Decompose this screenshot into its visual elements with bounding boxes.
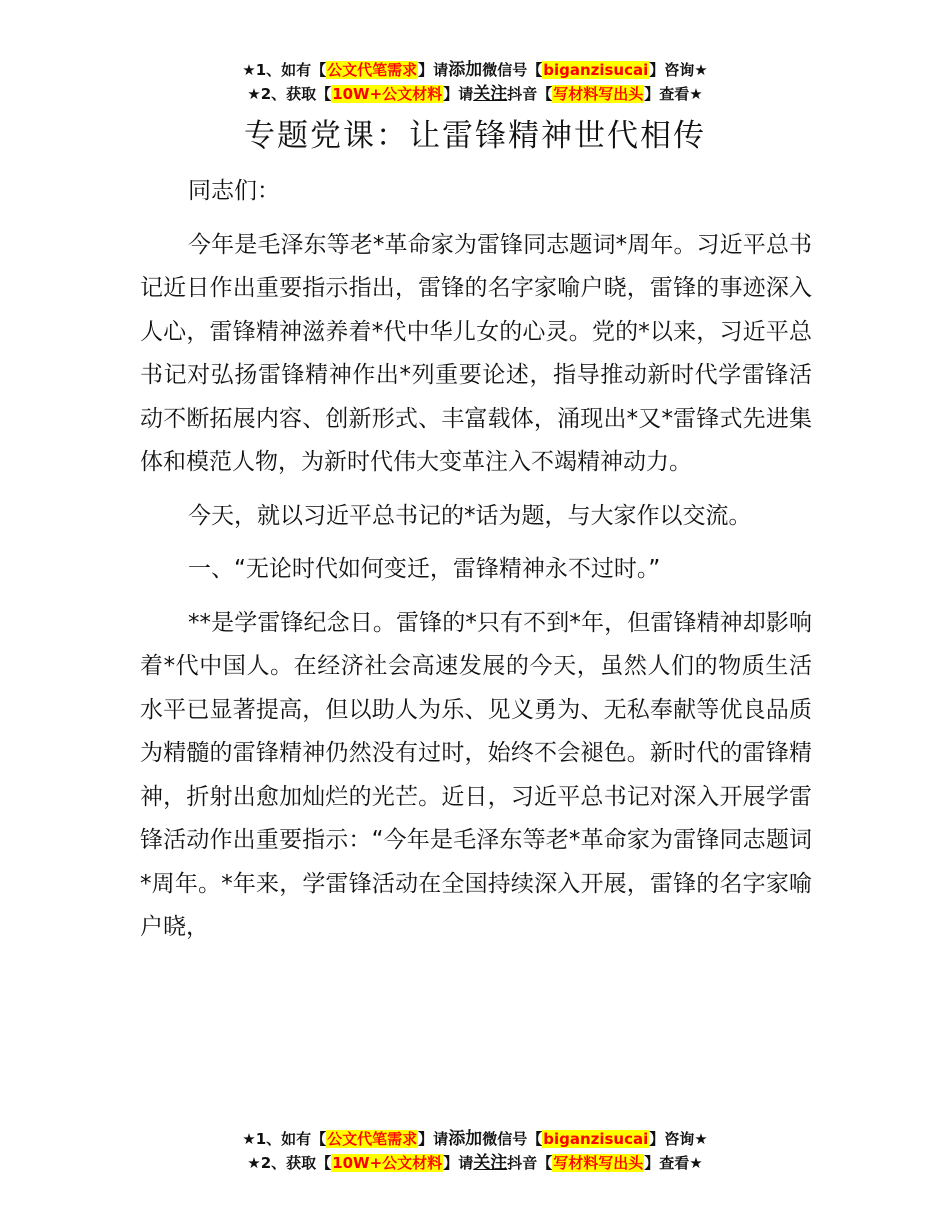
promo-text: 抖音【 [507,1154,553,1172]
promo-text: 微信号【 [482,61,543,79]
promo-highlight: 写材料写出头 [553,1154,644,1172]
promo-text: 】咨询★ [649,61,708,79]
promo-emphasis: 添加 [448,60,483,80]
promo-highlight: 10W+公文材料 [332,85,443,103]
promo-emphasis: 添加 [448,1129,483,1149]
promo-line-2 [0,82,950,106]
promo-text: 】咨询★ [649,1130,708,1148]
promo-text: 】请 [418,1130,449,1148]
promo-text: 】请 [443,85,474,103]
paragraph: 同志们： [188,178,280,204]
promo-highlight: 公文代笔需求 [327,1130,418,1148]
promo-emphasis: 关注 [473,84,508,104]
promo-line-1 [0,1127,950,1151]
section-heading: 一、“无论时代如何变迁，雷锋精神永不过时。” [188,556,661,582]
promo-text: 微信号【 [482,1130,543,1148]
document-title: 专题党课：让雷锋精神世代相传 [244,118,706,154]
promo-text: 抖音【 [507,85,553,103]
document-body [140,170,812,960]
promo-emphasis: 关注 [473,1153,508,1173]
promo-text: ★1、如有【 [242,1130,327,1148]
promo-highlight: 公文代笔需求 [327,61,418,79]
promo-text: ★2、获取【 [247,1154,332,1172]
promo-line-1 [0,58,950,82]
promo-footer [0,1127,950,1175]
promo-header [0,58,950,106]
promo-highlight: biganzisucai [543,61,649,79]
promo-text: 】请 [418,61,449,79]
paragraph: 今年是毛泽东等老*革命家为雷锋同志题词*周年。习近平总书记近日作出重要指示指出，雷锋的名字家喻户晓，雷锋的事迹深入人心，雷锋精神滋养着*代中华儿女的心灵。党的*以来，习近平总书记对弘扬雷锋精神作出*列重要论述，指导推动新时代学雷锋活动不断拓展内容、创新形式、丰富载体，涌现出*又*雷锋式先进集体和模范人物，为新时代伟大变革注入不竭精神动力。 [140,231,813,475]
promo-line-2 [0,1151,950,1175]
promo-text: 】查看★ [644,85,703,103]
promo-highlight: 写材料写出头 [553,85,644,103]
paragraph: **是学雷锋纪念日。雷锋的*只有不到*年，但雷锋精神却影响着*代中国人。在经济社会高速发展的今天，虽然人们的物质生活水平已显著提高，但以助人为乐、见义勇为、无私奉献等优良品质为精髓的雷锋精神仍然没有过时，始终不会褪色。新时代的雷锋精神，折射出愈加灿烂的光芒。近日，习近平总书记对深入开展学雷锋活动作出重要指示：“今年是毛泽东等老*革命家为雷锋同志题词*周年。*年来，学雷锋活动在全国持续深入开展，雷锋的名字家喻户晓， [140,609,812,940]
promo-text: 】查看★ [644,1154,703,1172]
promo-highlight: biganzisucai [543,1130,649,1148]
paragraph: 今天，就以习近平总书记的*话为题，与大家作以交流。 [188,502,752,529]
promo-text: 】请 [443,1154,474,1172]
promo-text: ★1、如有【 [242,61,327,79]
promo-highlight: 10W+公文材料 [332,1154,443,1172]
promo-text: ★2、获取【 [247,85,332,103]
